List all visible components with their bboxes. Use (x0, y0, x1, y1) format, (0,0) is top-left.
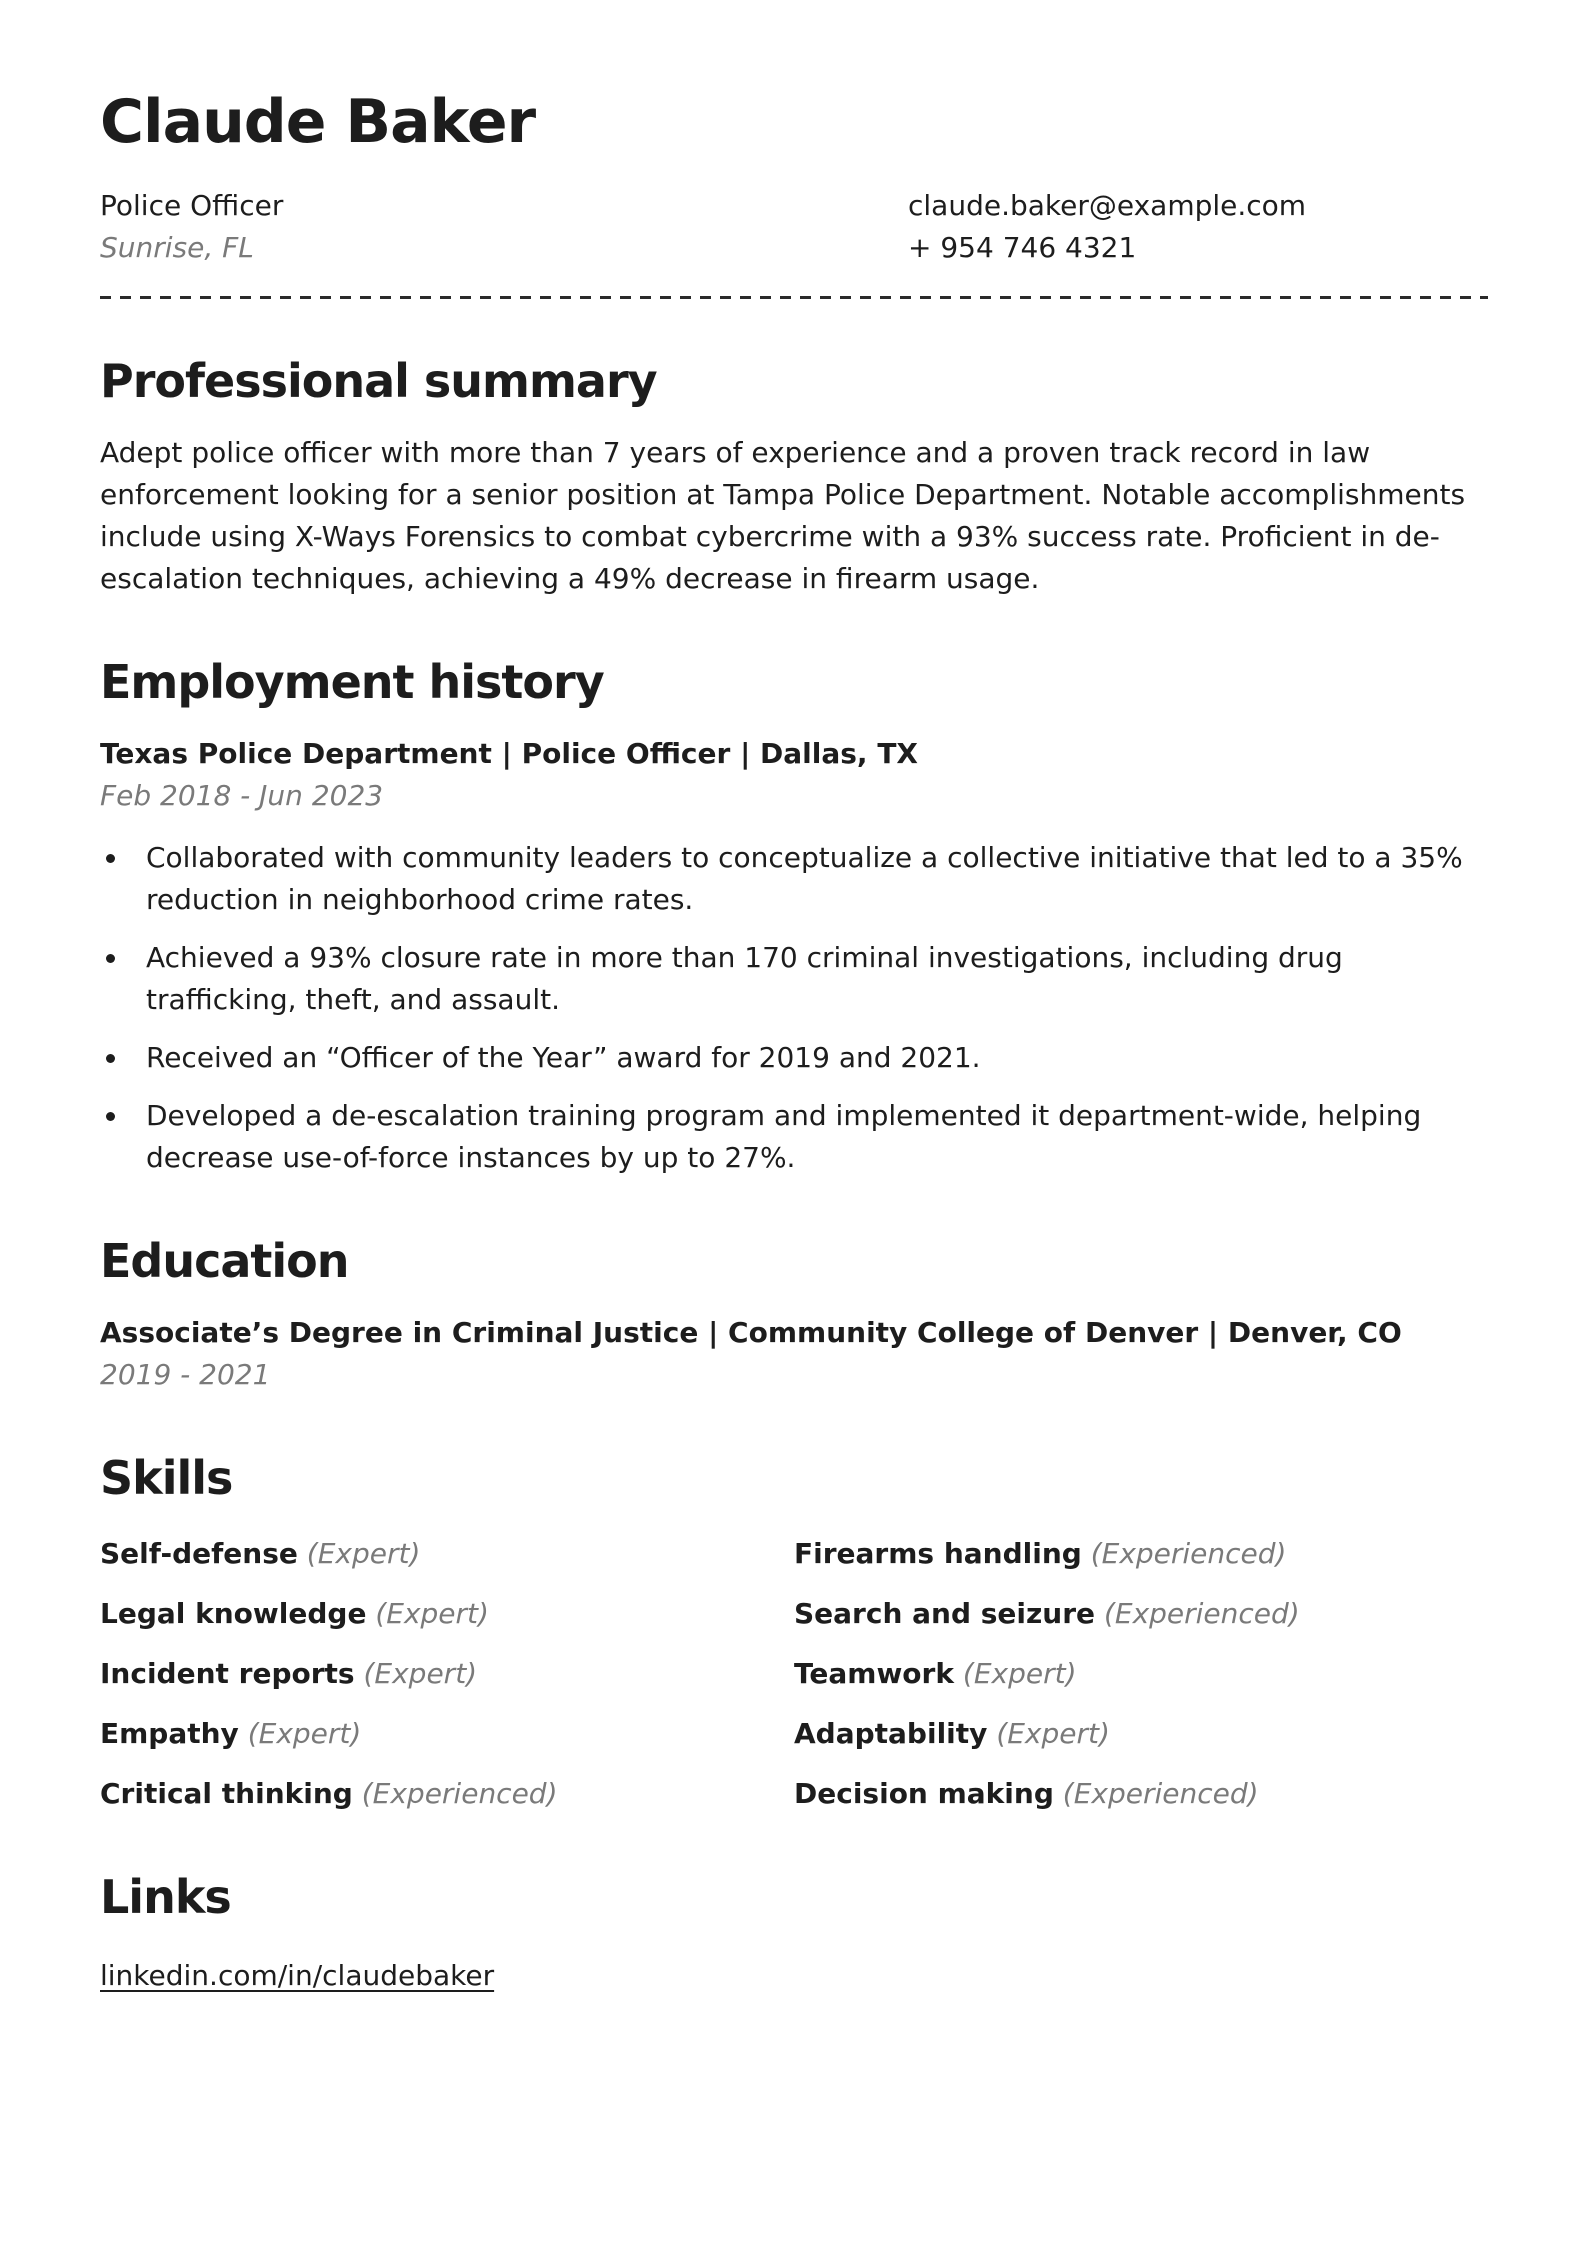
skill-level: (Experienced) (1103, 1596, 1300, 1630)
section-links (100, 1871, 1488, 1998)
employment-entry-dates: Feb 2018 - Jun 2023 (100, 778, 384, 812)
skill-item (794, 1653, 1488, 1695)
skill-item (794, 1713, 1488, 1755)
education-heading: Education (100, 1233, 349, 1288)
resume-header (100, 87, 1488, 268)
skill-name: Firearms handling (794, 1536, 1082, 1570)
skills-grid (100, 1533, 1488, 1815)
section-professional-summary (100, 355, 1488, 600)
employment-bullet: Developed a de-escalation training program and implemented it department-wide, helping decrease use-of-force instances by up to 27%. (100, 1095, 1488, 1179)
employment-heading: Employment history (100, 654, 604, 709)
skill-name: Decision making (794, 1776, 1054, 1810)
section-skills (100, 1452, 1488, 1815)
employment-entry-title: Texas Police Department | Police Officer | Dallas, TX (100, 736, 919, 770)
skill-level: (Experienced) (361, 1776, 558, 1810)
header-divider (100, 296, 1488, 299)
skill-name: Adaptability (794, 1716, 988, 1750)
email-address: claude.baker@example.com (908, 188, 1307, 222)
skill-item (794, 1533, 1488, 1575)
skill-item (100, 1533, 794, 1575)
skill-level: (Expert) (306, 1536, 421, 1570)
education-entry-dates: 2019 - 2021 (100, 1357, 271, 1391)
summary-heading: Professional summary (100, 354, 657, 408)
skill-name: Search and seizure (794, 1596, 1096, 1630)
skill-item (794, 1773, 1488, 1815)
skill-item (794, 1593, 1488, 1635)
linkedin-link[interactable]: linkedin.com/in/claudebaker (100, 1959, 495, 1993)
skill-item (100, 1593, 794, 1635)
employment-entry (100, 733, 1488, 1179)
location: Sunrise, FL (100, 230, 254, 264)
skill-item (100, 1653, 794, 1695)
skill-level: (Experienced) (1090, 1536, 1287, 1570)
skill-name: Critical thinking (100, 1776, 353, 1810)
section-education (100, 1235, 1488, 1396)
skill-level: (Expert) (247, 1716, 362, 1750)
skill-name: Empathy (100, 1716, 239, 1750)
skill-level: (Expert) (996, 1716, 1110, 1750)
education-entry-title: Associate’s Degree in Criminal Justice | Community College of Denver | Denver, CO (100, 1315, 1402, 1349)
skills-heading: Skills (100, 1450, 233, 1505)
candidate-name: Claude Baker (100, 87, 536, 157)
skill-level: (Expert) (962, 1656, 1077, 1690)
skill-name: Self-defense (100, 1536, 298, 1570)
skills-column-right (794, 1533, 1488, 1815)
contact-info (100, 184, 1488, 268)
links-heading: Links (100, 1869, 231, 1924)
education-entry (100, 1312, 1488, 1396)
skill-item (100, 1773, 794, 1815)
employment-bullet: Received an “Officer of the Year” award for 2019 and 2021. (100, 1037, 1488, 1079)
section-employment-history (100, 656, 1488, 1179)
skill-name: Legal knowledge (100, 1596, 367, 1630)
employment-bullet: Collaborated with community leaders to conceptualize a collective initiative that led to a 35% reduction in neighborhood crime rates. (100, 837, 1488, 921)
skill-level: (Expert) (375, 1596, 489, 1630)
skill-level: (Expert) (363, 1656, 478, 1690)
skill-name: Teamwork (794, 1656, 954, 1690)
skill-name: Incident reports (100, 1656, 355, 1690)
phone-number: + 954 746 4321 (908, 230, 1137, 264)
summary-text: Adept police officer with more than 7 years of experience and a proven track record in law enforcement looking for a senior position at Tampa Police Department. Notable accomplishments include using X-Ways Forensics to combat cybercrime with a 93% success rate. Proficient in de-escalation techniques, achieving a 49% decrease in firearm usage. (100, 435, 1466, 595)
skill-item (100, 1713, 794, 1755)
skill-level: (Experienced) (1062, 1776, 1259, 1810)
job-title: Police Officer (100, 188, 284, 222)
skills-column-left (100, 1533, 794, 1815)
employment-bullet-list (100, 837, 1488, 1179)
employment-bullet: Achieved a 93% closure rate in more than 170 criminal investigations, including drug trafficking, theft, and assault. (100, 937, 1488, 1021)
